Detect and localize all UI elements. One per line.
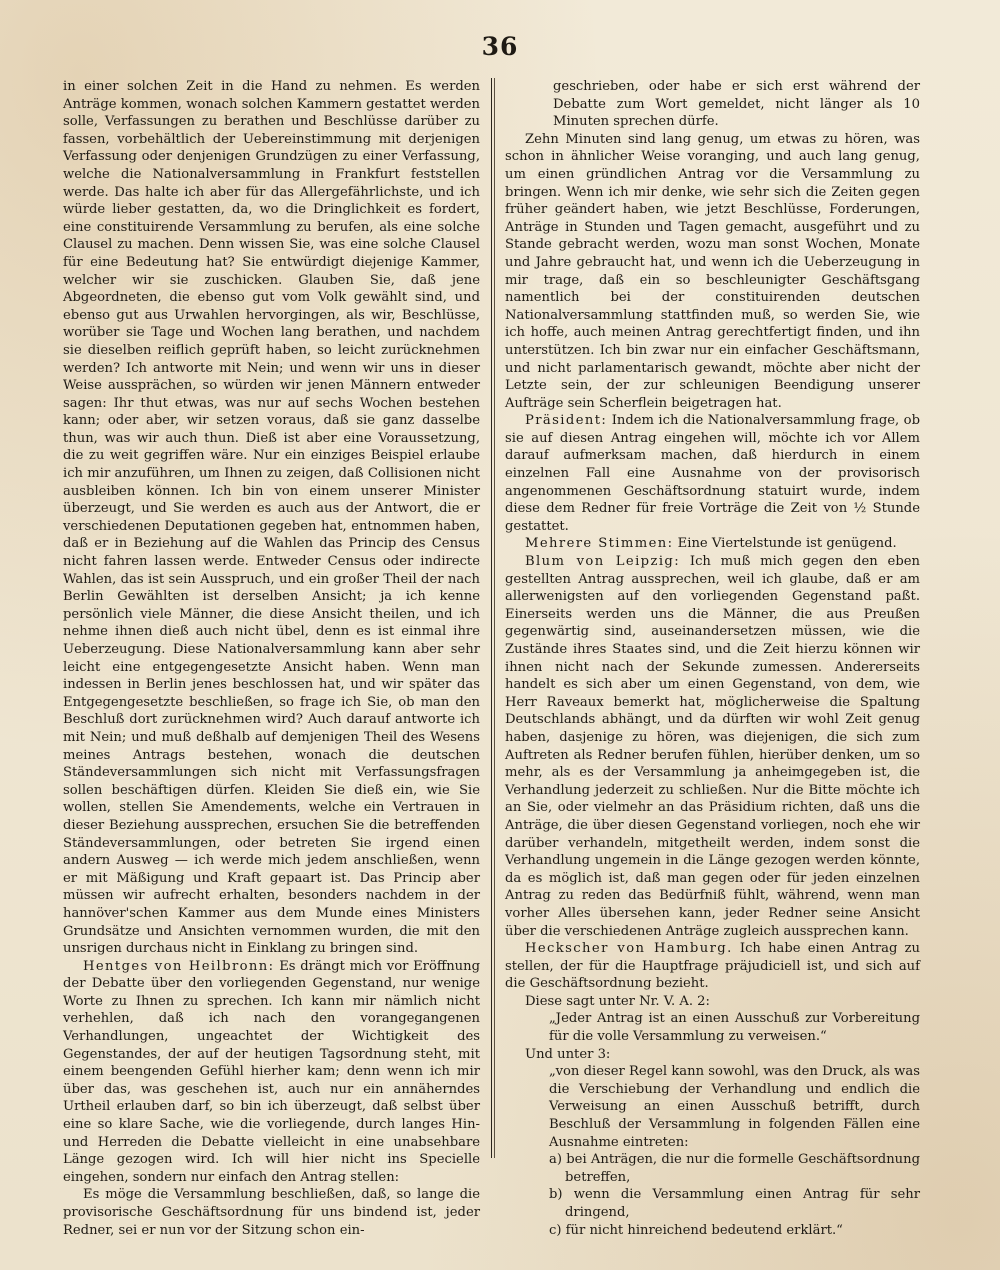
column-divider <box>491 78 492 1158</box>
paragraph-text: a) bei Anträgen, die nur die formelle Geschäftsordnung betreffen, <box>549 1152 920 1185</box>
speaker-name: Präsident: <box>525 413 608 429</box>
paragraph-text: „Jeder Antrag ist an einen Ausschuß zur Vorbereitung für die volle Versammlung zu verweisen.“ <box>549 1011 920 1045</box>
speaker-name: Mehrere Stimmen: <box>525 536 674 552</box>
paragraph-text: Diese sagt unter Nr. V. A. 2: <box>525 993 710 1009</box>
paragraph <box>505 412 920 535</box>
speaker-name: Hentges von Heilbronn: <box>83 958 275 974</box>
paragraph <box>505 993 920 1011</box>
paragraph-text: Es drängt mich vor Eröffnung der Debatte über den vorliegenden Gegenstand, nur wenige Worte zu Ihnen zu sprechen. Ich kann mir nämlich nicht verhehlen, daß ich nach den vorangegangenen Verhandlungen, ungeachtet der Wichtigkeit des Gegenstandes, der auf der heutigen Tagsordnung steht, mit einem beengenden Gefühl hierher kam; denn wenn ich mir über das, was geschehen ist, auch nur ein annäherndes Urtheil erlauben darf, so bin ich überzeugt, daß selbst über eine so klare Sache, wie die vorliegende, durch langes Hin- und Herreden die Debatte vielleicht in eine unabsehbare Länge gezogen wird. Ich will hier nicht ins Specielle eingehen, sondern nur einfach den Antrag stellen: <box>63 958 480 1185</box>
paragraph <box>549 1151 920 1186</box>
paragraph-text: in einer solchen Zeit in die Hand zu nehmen. Es werden Anträge kommen, wonach solchen Kammern gestattet werden solle, Verfassungen zu berathen und Beschlüsse darüber zu fassen, vorbehältlich der Uebereinstimmung mit derjenigen Verfassung oder denjenigen Grundzügen zu einer Verfassung, welche die Nationalversammlung in Frankfurt feststellen werde. Das halte ich aber für das Allergefährlichste, und ich würde lieber gestatten, da, wo die Dringlichkeit es fordert, eine constituirende Versammlung zu berufen, als eine solche Clausel zu machen. Denn wissen Sie, was eine solche Clausel für eine Bedeutung hat? Sie entwürdigt diejenige Kammer, welcher wir sie zuschicken. Glauben Sie, daß jene Abgeordneten, die ebenso gut vom Volk gewählt sind, und ebenso gut aus Urwahlen hervorgingen, als wir, Beschlüsse, worüber sie Tage und Wochen lang berathen, und nachdem sie dieselben reiflich geprüft haben, so leicht zurücknehmen werden? Ich antworte mit Nein; und wenn wir uns in dieser Weise aussprächen, so würden wir jenen Männern entweder sagen: Ihr thut etwas, was nur auf sechs Wochen bestehen kann; oder aber, wir setzen voraus, daß sie ganz dasselbe thun, was wir auch thun. Dieß ist aber eine Voraussetzung, die zu weit gegriffen wäre. Nur ein einziges Beispiel erlaube ich mir anzuführen, um Ihnen zu zeigen, daß Collisionen nicht ausbleiben können. Ich bin von einem unserer Minister überzeugt, und Sie werden es auch aus der Antwort, die er verschiedenen Deputationen gegeben hat, entnommen haben, daß er in Beziehung auf die Wahlen das Princip des Census nicht fahren lassen werde. Entweder Census oder indirecte Wahlen, das ist sein Ausspruch, und ein großer Theil der nach Berlin Gewählten ist derselben Ansicht; ja ich kenne persönlich viele Männer, die diese Ansicht theilen, und ich nehme ihnen dieß auch nicht übel, denn es ist einmal ihre Ueberzeugung. Diese Nationalversammlung kann aber sehr leicht eine entgegengesetzte Ansicht haben. Wenn man indessen in Berlin jenes beschlossen hat, und wir später das Entgegengesetzte beschließen, so frage ich Sie, ob man den Beschluß dort zurücknehmen wird? Auch darauf antworte ich mit Nein; und muß deßhalb auf demjenigen Theil des Wesens meines Antrags bestehen, wonach die deutschen Ständeversammlungen sich nicht mit Verfassungsfragen sollen beschäftigen dürfen. Kleiden Sie dieß ein, wie Sie wollen, stellen Sie Amendements, welche ein Vertrauen in dieser Beziehung aussprechen, ersuchen Sie die betreffenden Ständeversammlungen, oder betreten Sie irgend einen andern Ausweg — ich werde mich jedem anschließen, wenn er mit Mäßigung und Kraft gepaart ist. Das Princip aber müssen wir aufrecht erhalten, besonders nachdem in der hannöver'schen Kammer aus dem Munde eines Ministers Grundsätze und Ansichten vernommen wurden, die mit den unsrigen durchaus nicht in Einklang zu bringen sind. <box>63 79 480 957</box>
paragraph-text: c) für nicht hinreichend bedeutend erklärt.“ <box>549 1222 843 1238</box>
paragraph-text: Es möge die Versammlung beschließen, daß, so lange die provisorische Geschäftsordnung für uns bindend ist, jeder Redner, sei er nun vor der Sitzung schon ein- <box>63 1187 480 1238</box>
paragraph <box>63 78 480 958</box>
left-column <box>63 78 480 1238</box>
page-number: 36 <box>481 32 519 61</box>
paragraph-text: Und unter 3: <box>525 1046 611 1062</box>
paragraph <box>549 1186 920 1221</box>
paragraph <box>549 1010 920 1045</box>
paragraph-text: geschrieben, oder habe er sich erst während der Debatte zum Wort gemeldet, nicht länger als 10 Minuten sprechen dürfe. <box>553 79 920 130</box>
paragraph <box>505 940 920 993</box>
paragraph-text: b) wenn die Versammlung einen Antrag für sehr dringend, <box>549 1187 920 1220</box>
paragraph-text: Ich muß mich gegen den eben gestellten Antrag aussprechen, weil ich glaube, daß er am allerwenigsten auf den vorliegenden Gegenstand paßt. Einerseits werden uns die Männer, die aus Preußen gegenwärtig sind, auseinandersetzen müssen, wie die Zustände ihres Staates sind, und die Zeit hierzu können wir ihnen nicht nach der Sekunde zumessen. Andererseits handelt es sich aber um einen Gegenstand, von dem, wie Herr Raveaux bemerkt hat, möglicherweise die Spaltung Deutschlands abhängt, und da dürften wir wohl Zeit genug haben, dasjenige zu hören, was diejenigen, die sich zum Auftreten als Redner berufen fühlen, hierüber denken, um so mehr, als es der Versammlung ja anheimgegeben ist, die Verhandlung jederzeit zu schließen. Nur die Bitte möchte ich an Sie, oder vielmehr an das Präsidium richten, daß uns die Anträge, die über diesen Gegenstand vorliegen, noch ehe wir darüber verhandeln, mitgetheilt werden, indem sonst die Verhandlung ungemein in die Länge gezogen werden könnte, da es möglich ist, daß man gegen oder für jeden einzelnen Antrag zu reden das Bedürfniß fühlt, während, wenn man vorher Alles übersehen kann, jeder Redner seine Ansicht über die verschiedenen Anträge zugleich aussprechen kann. <box>505 554 920 939</box>
paragraph <box>505 1046 920 1064</box>
paragraph <box>549 1222 920 1240</box>
paragraph-text: Indem ich die Nationalversammlung frage, ob sie auf diesen Antrag eingehen will, möchte ich vor Allem darauf aufmerksam machen, daß hierdurch in einem einzelnen Fall eine Ausnahme von der provisorisch angenommenen Geschäftsordnung statuirt wurde, indem diese dem Redner für freie Vorträge die Zeit von ½ Stunde gestattet. <box>505 413 920 534</box>
speaker-name: Heckscher von Hamburg. <box>525 941 733 957</box>
paragraph <box>63 1186 480 1239</box>
paragraph-text: „von dieser Regel kann sowohl, was den Druck, als was die Verschiebung der Verhandlung und endlich die Verweisung an einen Ausschuß betrifft, durch Beschluß der Versammlung in folgenden Fällen eine Ausnahme eintreten: <box>549 1064 920 1150</box>
paragraph <box>553 78 920 131</box>
paragraph <box>505 131 920 413</box>
paragraph-text: Eine Viertelstunde ist genügend. <box>677 536 897 552</box>
paragraph-text: Zehn Minuten sind lang genug, um etwas zu hören, was schon in ähnlicher Weise voranging, und auch lang genug, um einen gründlichen Antrag vor die Versammlung zu bringen. Wenn ich mir denke, wie sehr sich die Zeiten gegen früher geändert haben, wie jetzt Beschlüsse, Forderungen, Anträge in Stunden und Tagen gemacht, ausgeführt und zu Stande gebracht werden, wozu man sonst Wochen, Monate und Jahre gebraucht hat, und wenn ich die Ueberzeugung in mir trage, daß ein so beschleunigter Geschäftsgang namentlich bei der constituirenden deutschen Nationalversammlung stattfinden muß, so werden Sie, wie ich hoffe, auch meinen Antrag gerechtfertigt finden, und ihn unterstützen. Ich bin zwar nur ein einfacher Geschäftsmann, und nicht parlamentarisch gewandt, möchte aber nicht der Letzte sein, der zur schleunigen Beendigung unserer Aufträge sein Scherflein beigetragen hat. <box>505 131 920 411</box>
speaker-name: Blum von Leipzig: <box>525 554 681 570</box>
right-column <box>505 78 920 1238</box>
paragraph <box>505 535 920 553</box>
paragraph-text: Ich habe einen Antrag zu stellen, der für die Hauptfrage präjudiciell ist, und sich auf die Geschäftsordnung bezieht. <box>505 941 920 992</box>
paragraph <box>505 553 920 940</box>
paragraph <box>549 1063 920 1151</box>
column-divider-thin <box>494 78 495 1158</box>
paragraph <box>63 958 480 1187</box>
